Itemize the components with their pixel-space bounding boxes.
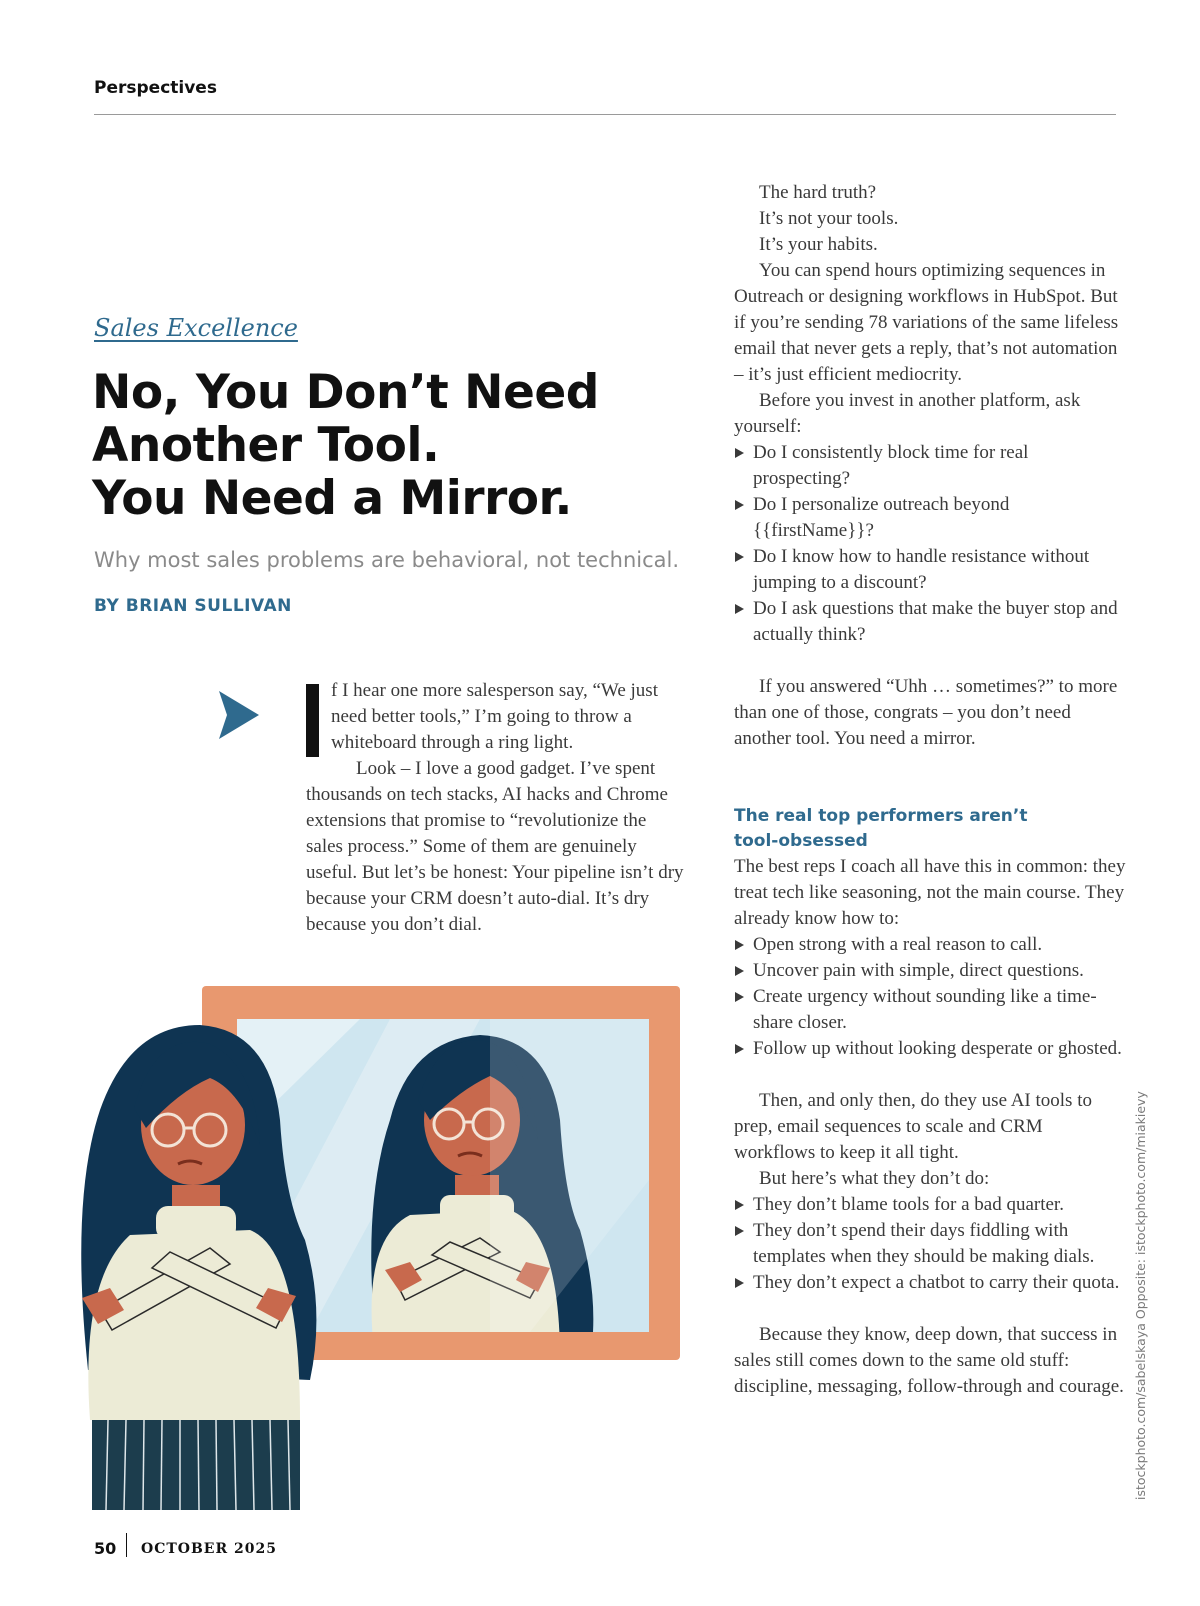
right-paragraph-2: It’s not your tools. bbox=[759, 208, 899, 229]
article-headline bbox=[92, 366, 732, 525]
article-kicker[interactable]: Sales Excellence bbox=[94, 314, 298, 342]
striped-skirt bbox=[92, 1420, 300, 1510]
right-paragraph-4: You can spend hours optimizing sequences in Outreach or designing workflows in HubSpot. But if you’re sending 78 variations of the same lifeless email that never gets a reply, that’s not automation – it’s just efficient mediocrity. bbox=[734, 260, 1119, 385]
list-item: They don’t expect a chatbot to carry their quota. bbox=[734, 1270, 1126, 1296]
spacer bbox=[734, 1062, 1126, 1088]
list-item: Open strong with a real reason to call. bbox=[734, 932, 1126, 958]
right-paragraph-6: If you answered “Uhh … sometimes?” to more than one of those, congrats – you don’t need another tool. You need a mirror. bbox=[734, 676, 1118, 749]
subhead-line-1: The real top performers aren’t bbox=[734, 806, 1028, 826]
headline-line-1: No, You Don’t Need bbox=[92, 365, 599, 420]
intro-paragraph-1-text: f I hear one more salesperson say, “We just need better tools,” I’m going to throw a whiteboard through a ring light. bbox=[331, 680, 658, 753]
list-item: Follow up without looking desperate or ghosted. bbox=[734, 1036, 1126, 1062]
spacer bbox=[734, 648, 1126, 674]
right-paragraph-3: It’s your habits. bbox=[759, 234, 878, 255]
drop-cap bbox=[306, 684, 319, 757]
section-subhead bbox=[734, 804, 1126, 854]
intro-paragraph-1 bbox=[306, 678, 684, 756]
donts-list bbox=[734, 1192, 1126, 1296]
list-item: Uncover pain with simple, direct questions. bbox=[734, 958, 1126, 984]
right-paragraph-9: But here’s what they don’t do: bbox=[759, 1168, 990, 1189]
list-item: Do I personalize outreach beyond {{firstName}}? bbox=[734, 492, 1126, 544]
article-deck: Why most sales problems are behavioral, not technical. bbox=[94, 548, 680, 572]
section-label: Perspectives bbox=[94, 78, 217, 98]
right-column bbox=[734, 180, 1126, 1400]
article-byline: BY BRIAN SULLIVAN bbox=[94, 596, 292, 616]
mirror-illustration bbox=[60, 980, 700, 1510]
photo-credit: istockphoto.com/sabelskaya Opposite: istockphoto.com/miakievy bbox=[1133, 1091, 1148, 1500]
right-paragraph-8: Then, and only then, do they use AI tools to prep, email sequences to scale and CRM workflows to keep it all tight. bbox=[734, 1090, 1092, 1163]
subhead-line-2: tool-obsessed bbox=[734, 831, 868, 851]
header-rule bbox=[94, 114, 1116, 115]
triangle-arrow-icon bbox=[219, 691, 259, 739]
intro-column bbox=[306, 678, 684, 938]
spacer bbox=[734, 752, 1126, 804]
list-item: They don’t blame tools for a bad quarter. bbox=[734, 1192, 1126, 1218]
right-paragraph-7: The best reps I coach all have this in common: they treat tech like seasoning, not the main course. They already know how to: bbox=[734, 856, 1126, 929]
headline-line-3: You Need a Mirror. bbox=[92, 471, 572, 526]
skills-list bbox=[734, 932, 1126, 1062]
list-item: Create urgency without sounding like a time-share closer. bbox=[734, 984, 1126, 1036]
right-paragraph-10: Because they know, deep down, that success in sales still comes down to the same old stuff: discipline, messaging, follow-through and courage. bbox=[734, 1324, 1124, 1397]
list-item: Do I consistently block time for real prospecting? bbox=[734, 440, 1126, 492]
list-item: Do I know how to handle resistance without jumping to a discount? bbox=[734, 544, 1126, 596]
question-list bbox=[734, 440, 1126, 648]
page-number: 50 bbox=[94, 1539, 117, 1558]
right-paragraph-1: The hard truth? bbox=[759, 182, 877, 203]
spacer bbox=[734, 1296, 1126, 1322]
footer-divider bbox=[126, 1533, 127, 1557]
intro-paragraph-2: Look – I love a good gadget. I’ve spent thousands on tech stacks, AI hacks and Chrome extensions that promise to “revolutionize the sales process.” Some of them are genuinely useful. But let’s be honest: Your pipeline isn’t dry because your CRM doesn’t auto-dial. It’s dry because you don’t dial. bbox=[306, 758, 684, 935]
right-paragraph-5: Before you invest in another platform, ask yourself: bbox=[734, 390, 1081, 437]
headline-line-2: Another Tool. bbox=[92, 418, 440, 473]
list-item: Do I ask questions that make the buyer stop and actually think? bbox=[734, 596, 1126, 648]
issue-date: OCTOBER 2025 bbox=[141, 1541, 277, 1557]
list-item: They don’t spend their days fiddling with templates when they should be making dials. bbox=[734, 1218, 1126, 1270]
